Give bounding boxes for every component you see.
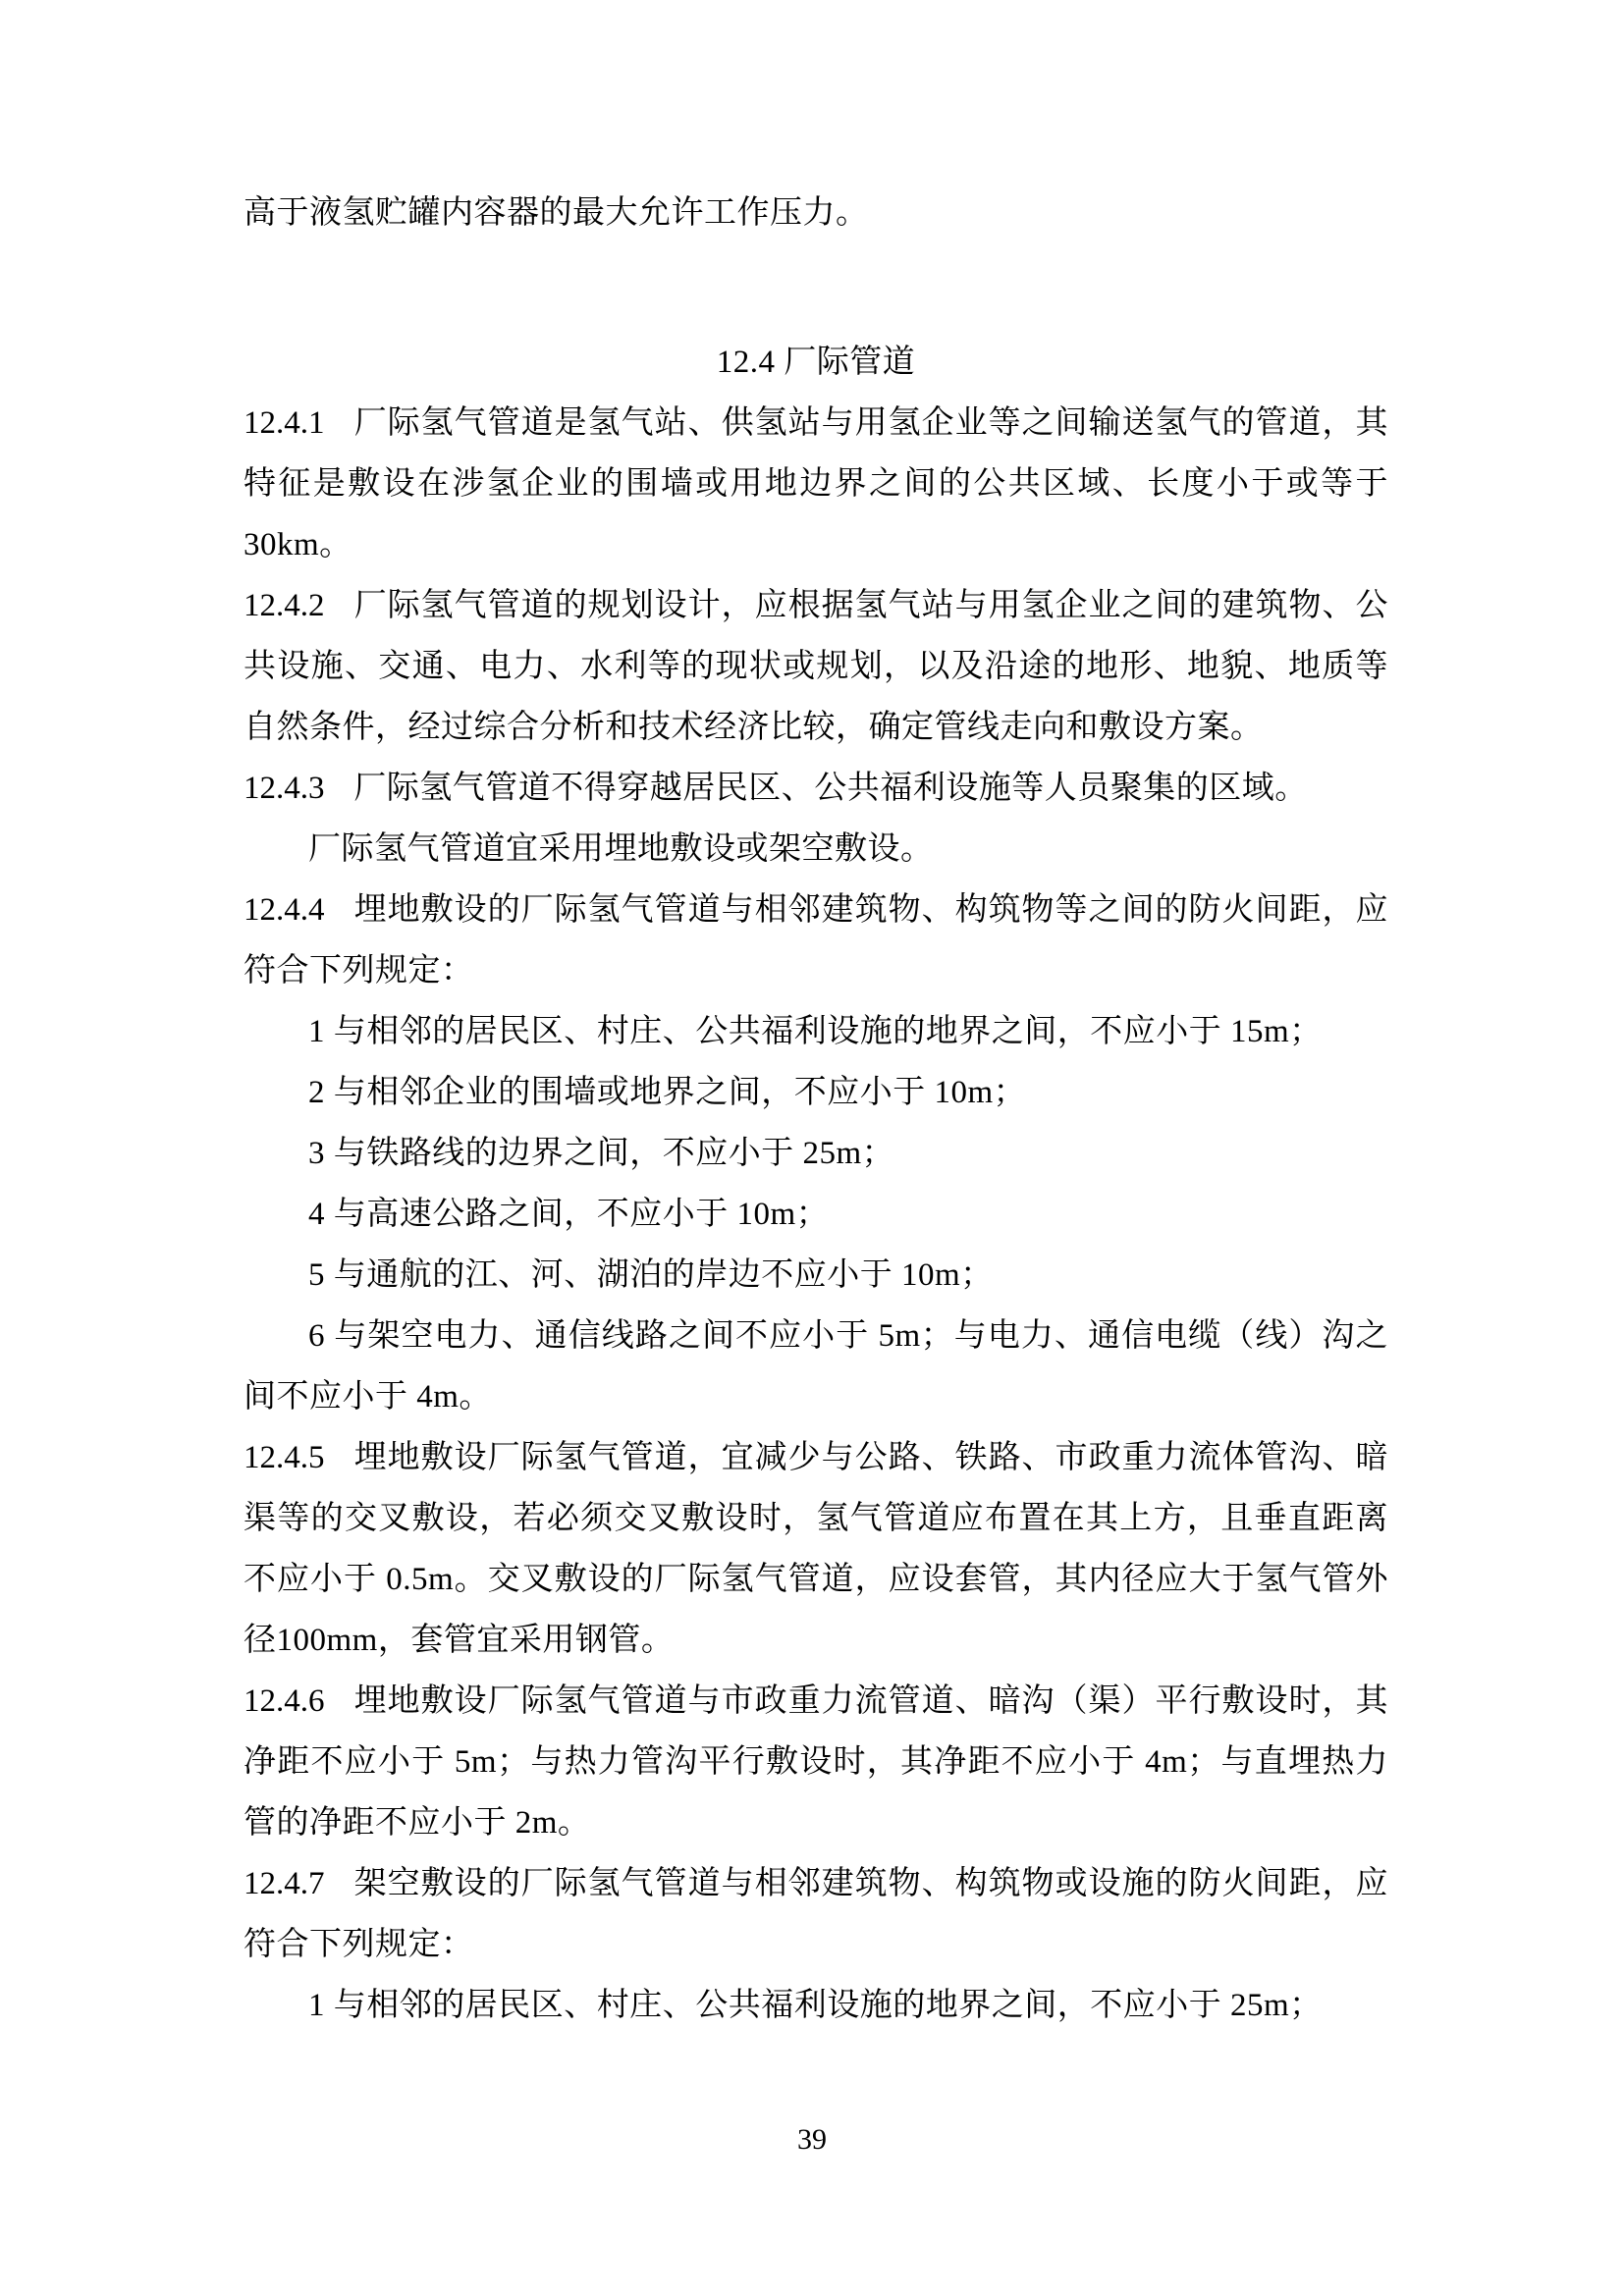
clause-number: 12.4.2 bbox=[244, 588, 325, 623]
clause-12-4-4 bbox=[244, 880, 1388, 1001]
clause-12-4-4-item-4: 4 与高速公路之间，不应小于 10m； bbox=[308, 1197, 830, 1232]
clause-12-4-7-item-1: 1 与相邻的居民区、村庄、公共福利设施的地界之间，不应小于 25m； bbox=[308, 1988, 1323, 2023]
clause-text: 埋地敷设厂际氢气管道，宜减少与公路、铁路、市政重力流体管沟、暗渠等的交叉敷设，若必须交叉敷设时，氢气管道应布置在其上方，且垂直距离不应小于 0.5m。交叉敷设的厂际氢气管道，应设套管，其内径应大于氢气管外径100mm，套管宜采用钢管。 bbox=[244, 1440, 1388, 1658]
clause-12-4-3-sub-paragraph: 厂际氢气管道宜采用埋地敷设或架空敷设。 bbox=[308, 831, 934, 867]
clause-12-4-4-item-1: 1 与相邻的居民区、村庄、公共福利设施的地界之间，不应小于 15m； bbox=[308, 1014, 1323, 1049]
clause-12-4-5 bbox=[244, 1427, 1388, 1671]
clause-text: 厂际氢气管道是氢气站、供氢站与用氢企业等之间输送氢气的管道，其特征是敷设在涉氢企业的围墙或用地边界之间的公共区域、长度小于或等于30km。 bbox=[244, 405, 1388, 562]
clause-text: 架空敷设的厂际氢气管道与相邻建筑物、构筑物或设施的防火间距，应符合下列规定： bbox=[244, 1866, 1388, 1962]
intro-paragraph: 高于液氢贮罐内容器的最大允许工作压力。 bbox=[244, 195, 869, 231]
clause-12-4-3 bbox=[244, 758, 1388, 819]
clause-12-4-7 bbox=[244, 1853, 1388, 1975]
clause-number: 12.4.1 bbox=[244, 405, 325, 441]
clause-number: 12.4.4 bbox=[244, 892, 325, 928]
clause-12-4-6 bbox=[244, 1671, 1388, 1853]
clause-12-4-4-item-5: 5 与通航的江、河、湖泊的岸边不应小于 10m； bbox=[308, 1257, 994, 1293]
page-body bbox=[244, 183, 1388, 2036]
clause-text: 厂际氢气管道的规划设计，应根据氢气站与用氢企业之间的建筑物、公共设施、交通、电力、水利等的现状或规划，以及沿途的地形、地貌、地质等自然条件，经过综合分析和技术经济比较，确定管线走向和敷设方案。 bbox=[244, 588, 1388, 745]
section-heading: 12.4 厂际管道 bbox=[716, 345, 916, 380]
clause-12-4-4-item-2: 2 与相邻企业的围墙或地界之间，不应小于 10m； bbox=[308, 1075, 1027, 1110]
clause-12-4-1 bbox=[244, 393, 1388, 575]
clause-12-4-4-item-6: 6 与架空电力、通信线路之间不应小于 5m；与电力、通信电缆（线）沟之间不应小于 4m。 bbox=[244, 1318, 1388, 1415]
clause-number: 12.4.3 bbox=[244, 771, 325, 806]
page-number: 39 bbox=[797, 2123, 827, 2156]
clause-12-4-2 bbox=[244, 575, 1388, 758]
clause-text: 埋地敷设的厂际氢气管道与相邻建筑物、构筑物等之间的防火间距，应符合下列规定： bbox=[244, 892, 1388, 988]
clause-12-4-4-item-3: 3 与铁路线的边界之间，不应小于 25m； bbox=[308, 1136, 895, 1171]
clause-text: 厂际氢气管道不得穿越居民区、公共福利设施等人员聚集的区域。 bbox=[353, 771, 1308, 806]
clause-number: 12.4.7 bbox=[244, 1866, 325, 1901]
clause-text: 埋地敷设厂际氢气管道与市政重力流管道、暗沟（渠）平行敷设时，其净距不应小于 5m；与热力管沟平行敷设时，其净距不应小于 4m；与直埋热力管的净距不应小于 2m。 bbox=[244, 1683, 1388, 1841]
clause-number: 12.4.5 bbox=[244, 1440, 325, 1475]
clause-number: 12.4.6 bbox=[244, 1683, 325, 1719]
